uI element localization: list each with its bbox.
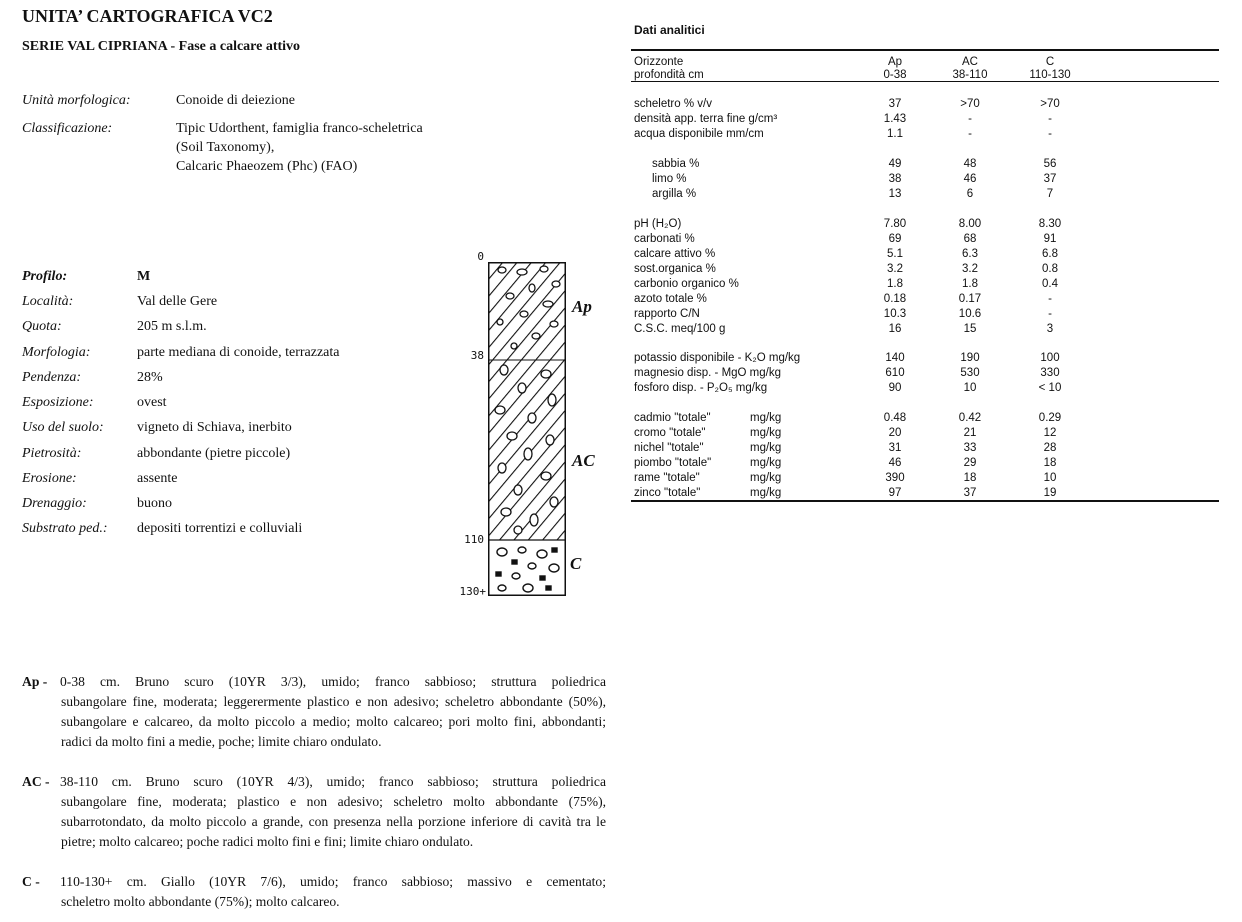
classification-line: Calcaric Phaeozem (Phc) (FAO) [176, 159, 358, 174]
table-rule [631, 49, 1219, 51]
row-unit: mg/kg [750, 442, 782, 454]
cell-c1: 10.3 [883, 308, 907, 320]
row-unit: mg/kg [750, 487, 782, 499]
row-label: azoto totale % [634, 293, 707, 305]
table-row [634, 187, 1218, 202]
cell-c2: 29 [963, 457, 977, 469]
site-label: Profilo: [22, 269, 68, 284]
cell-c2: 8.00 [958, 218, 982, 230]
row-label: nichel "totale" [634, 442, 704, 454]
site-value: ovest [137, 395, 167, 410]
site-value: depositi torrentizi e colluviali [137, 521, 303, 536]
classification-line: (Soil Taxonomy), [176, 140, 275, 155]
cell-c2: 3.2 [962, 263, 978, 275]
cell-c1: 16 [888, 323, 902, 335]
cell-c1: 0.18 [883, 293, 907, 305]
row-label: fosforo disp. - P₂O₅ mg/kg [634, 382, 768, 394]
cell-c3: 7 [1046, 188, 1054, 200]
page-title: UNITA’ CARTOGRAFICA VC2 [22, 6, 273, 26]
table-row [634, 411, 1218, 426]
cell-c1: 20 [888, 427, 902, 439]
cell-c3: < 10 [1038, 382, 1062, 394]
table-rule [631, 500, 1219, 502]
table-row [634, 351, 1218, 366]
cell-c3: 8.30 [1038, 218, 1062, 230]
cell-c1: 140 [885, 352, 905, 364]
cell-c3: 91 [1043, 233, 1057, 245]
row-label: C.S.C. meq/100 g [634, 323, 726, 335]
cell-c3: 12 [1043, 427, 1057, 439]
horizon-description [22, 872, 606, 917]
cell-c2: 37 [963, 487, 977, 499]
row-label: piombo "totale" [634, 457, 712, 469]
cell-c2: 190 [960, 352, 980, 364]
site-label: Località: [22, 294, 74, 309]
table-rule [631, 81, 1219, 82]
cell-c1: 69 [888, 233, 902, 245]
classification-line: Tipic Udorthent, famiglia franco-scheletrica [176, 121, 423, 136]
depth-label: 0 [477, 250, 484, 263]
table-row [634, 217, 1218, 232]
table-row [634, 381, 1218, 396]
cell-c2: 0.42 [958, 412, 982, 424]
cell-c2: - [968, 113, 972, 125]
classification-label: Classificazione: [22, 121, 113, 136]
site-value: parte mediana di conoide, terrazzata [137, 345, 340, 360]
cell-c2: 6.3 [962, 248, 978, 260]
cell-c1: 0-38 [883, 69, 907, 81]
horizon-label: C [570, 554, 582, 573]
cell-c3: 28 [1043, 442, 1057, 454]
cell-c3: 0.4 [1042, 278, 1058, 290]
cell-c2: 38-110 [952, 69, 988, 81]
cell-c1: 31 [888, 442, 902, 454]
row-label: zinco "totale" [634, 487, 701, 499]
cell-c3: 6.8 [1042, 248, 1058, 260]
page-subtitle: SERIE VAL CIPRIANA - Fase a calcare attivo [22, 39, 301, 54]
row-label: acqua disponibile mm/cm [634, 128, 764, 140]
cell-c1: 7.80 [883, 218, 907, 230]
row-label: carbonati % [634, 233, 695, 245]
cell-c3: >70 [1040, 98, 1060, 110]
cell-c1: 37 [888, 98, 902, 110]
cell-c1: 49 [888, 158, 902, 170]
cell-c2: 33 [963, 442, 977, 454]
description-text: scheletro molto abbondante (75%); molto calcareo. [61, 894, 340, 909]
row-label: limo % [652, 173, 687, 185]
site-value: M [137, 269, 151, 284]
row-label: sabbia % [652, 158, 700, 170]
row-label: cadmio "totale" [634, 412, 711, 424]
table-row [634, 456, 1218, 471]
cell-c1: 38 [888, 173, 902, 185]
site-label: Pendenza: [22, 370, 82, 385]
cell-c1: 0.48 [883, 412, 907, 424]
cell-c1: 390 [885, 472, 905, 484]
site-value: 205 m s.l.m. [137, 319, 207, 334]
row-label: rapporto C/N [634, 308, 700, 320]
site-label: Esposizione: [22, 395, 94, 410]
cell-c2: 21 [963, 427, 977, 439]
row-label: argilla % [652, 188, 697, 200]
cell-c3: - [1048, 308, 1052, 320]
row-unit: mg/kg [750, 472, 782, 484]
cell-c3: 18 [1043, 457, 1057, 469]
horizon-description [22, 772, 606, 872]
depth-label: 110 [464, 533, 484, 546]
table-row [634, 112, 1218, 127]
row-label: scheletro % v/v [634, 98, 712, 110]
row-label: magnesio disp. - MgO mg/kg [634, 367, 782, 379]
cell-c2: 530 [960, 367, 980, 379]
site-label: Drenaggio: [22, 496, 87, 511]
horizon-label: Ap [572, 297, 592, 316]
horizon-description [22, 672, 606, 772]
horizon-code: AC - [22, 774, 50, 789]
cell-c2: 10 [963, 382, 977, 394]
site-value: buono [137, 496, 172, 511]
table-row [634, 307, 1218, 322]
table-row [634, 441, 1218, 456]
cell-c2: 46 [963, 173, 977, 185]
cell-c2: AC [962, 56, 978, 68]
cell-c3: 56 [1043, 158, 1057, 170]
description-text: subangolare fine, moderata; plastico e non adesivo; scheletro molto abbondante (75%), subarrotondato, da molto piccolo a grande, con presenza nella porzione inferiore di cavità tra le pietre; molto calcareo; poche radici molto fini e fini; limite chiaro ondulato. [61, 794, 606, 849]
row-unit: mg/kg [750, 427, 782, 439]
table-row [634, 247, 1218, 262]
site-value: vigneto di Schiava, inerbito [137, 420, 292, 435]
row-label: pH (H₂O) [634, 218, 682, 230]
cell-c3: 0.29 [1038, 412, 1062, 424]
row-unit: mg/kg [750, 457, 782, 469]
cell-c3: 3 [1046, 323, 1054, 335]
site-value: abbondante (pietre piccole) [137, 446, 291, 461]
cell-c1: 1.43 [883, 113, 907, 125]
row-label: calcare attivo % [634, 248, 716, 260]
cell-c1: 610 [885, 367, 905, 379]
soil-profile-column [488, 262, 566, 596]
cell-c1: Ap [887, 56, 903, 68]
horizon-code: C - [22, 874, 40, 889]
row-label: potassio disponibile - K₂O mg/kg [634, 352, 801, 364]
cell-c3: C [1045, 56, 1055, 68]
table-row [634, 97, 1218, 112]
cell-c3: 100 [1040, 352, 1060, 364]
site-value: Val delle Gere [137, 294, 218, 309]
table-row [634, 426, 1218, 441]
cell-c1: 1.8 [887, 278, 903, 290]
horizon-code: Ap - [22, 674, 48, 689]
cell-c3: 110-130 [1029, 69, 1071, 81]
cell-c3: - [1048, 128, 1052, 140]
cell-c2: 18 [963, 472, 977, 484]
table-row [634, 172, 1218, 187]
table-row [634, 322, 1218, 337]
depth-label: 38 [470, 349, 484, 362]
site-label: Erosione: [22, 471, 77, 486]
table-row [634, 277, 1218, 292]
table-row [634, 157, 1218, 172]
table-title: Dati analitici [634, 23, 705, 37]
cell-c2: 1.8 [962, 278, 978, 290]
site-value: 28% [137, 370, 163, 385]
cell-c2: 15 [963, 323, 977, 335]
description-text: subangolare fine, moderata; leggerermente plastico e non adesivo; scheletro abbondante (50%), subangolare e calcareo, da molto piccolo a medio; molto calcareo; pori molto fini, abbondanti; radici da molto fini a medie, poche; limite chiaro ondulato. [61, 694, 606, 749]
cell-c1: 5.1 [887, 248, 903, 260]
table-row [634, 366, 1218, 381]
description-first-line: 110-130+ cm. Giallo (10YR 7/6), umido; franco sabbioso; massivo e cementato; [60, 874, 606, 889]
cell-c3: - [1048, 113, 1052, 125]
table-row [634, 127, 1218, 142]
cell-c2: - [968, 128, 972, 140]
description-first-line: 0-38 cm. Bruno scuro (10YR 3/3), umido; franco sabbioso; struttura poliedrica [60, 674, 606, 689]
site-label: Substrato ped.: [22, 521, 108, 536]
cell-c2: 48 [963, 158, 977, 170]
site-value: assente [137, 471, 178, 486]
cell-c2: 0.17 [958, 293, 982, 305]
row-label: carbonio organico % [634, 278, 739, 290]
row-label: densità app. terra fine g/cm³ [634, 113, 778, 125]
table-row [634, 262, 1218, 277]
cell-c1: 46 [888, 457, 902, 469]
row-label: sost.organica % [634, 263, 716, 275]
table-row [634, 486, 1218, 501]
horizon-label: AC [572, 451, 595, 470]
site-label: Quota: [22, 319, 62, 334]
cell-c1: 3.2 [887, 263, 903, 275]
cell-c3: 19 [1043, 487, 1057, 499]
cell-c3: 330 [1040, 367, 1060, 379]
cell-c1: 1.1 [887, 128, 903, 140]
morphology-unit-label: Unità morfologica: [22, 93, 131, 108]
site-label: Pietrosità: [22, 446, 82, 461]
row-label: profondità cm [634, 69, 704, 81]
row-unit: mg/kg [750, 412, 782, 424]
table-row [634, 232, 1218, 247]
cell-c2: 6 [966, 188, 974, 200]
row-label: Orizzonte [634, 56, 684, 68]
pebbles-c [496, 547, 559, 592]
site-label: Uso del suolo: [22, 420, 104, 435]
cell-c1: 90 [888, 382, 902, 394]
cell-c3: 0.8 [1042, 263, 1058, 275]
description-first-line: 38-110 cm. Bruno scuro (10YR 4/3), umido; franco sabbioso; struttura poliedrica [60, 774, 606, 789]
depth-label: 130+ [459, 585, 486, 598]
cell-c2: 68 [963, 233, 977, 245]
site-label: Morfologia: [22, 345, 91, 360]
cell-c2: >70 [960, 98, 980, 110]
table-row [634, 292, 1218, 307]
cell-c1: 13 [888, 188, 902, 200]
cell-c2: 10.6 [958, 308, 982, 320]
morphology-unit-value: Conoide di deiezione [176, 93, 295, 108]
table-row [634, 471, 1218, 486]
cell-c1: 97 [888, 487, 902, 499]
row-label: rame "totale" [634, 472, 700, 484]
cell-c3: 37 [1043, 173, 1057, 185]
row-label: cromo "totale" [634, 427, 706, 439]
cell-c3: - [1048, 293, 1052, 305]
cell-c3: 10 [1043, 472, 1057, 484]
